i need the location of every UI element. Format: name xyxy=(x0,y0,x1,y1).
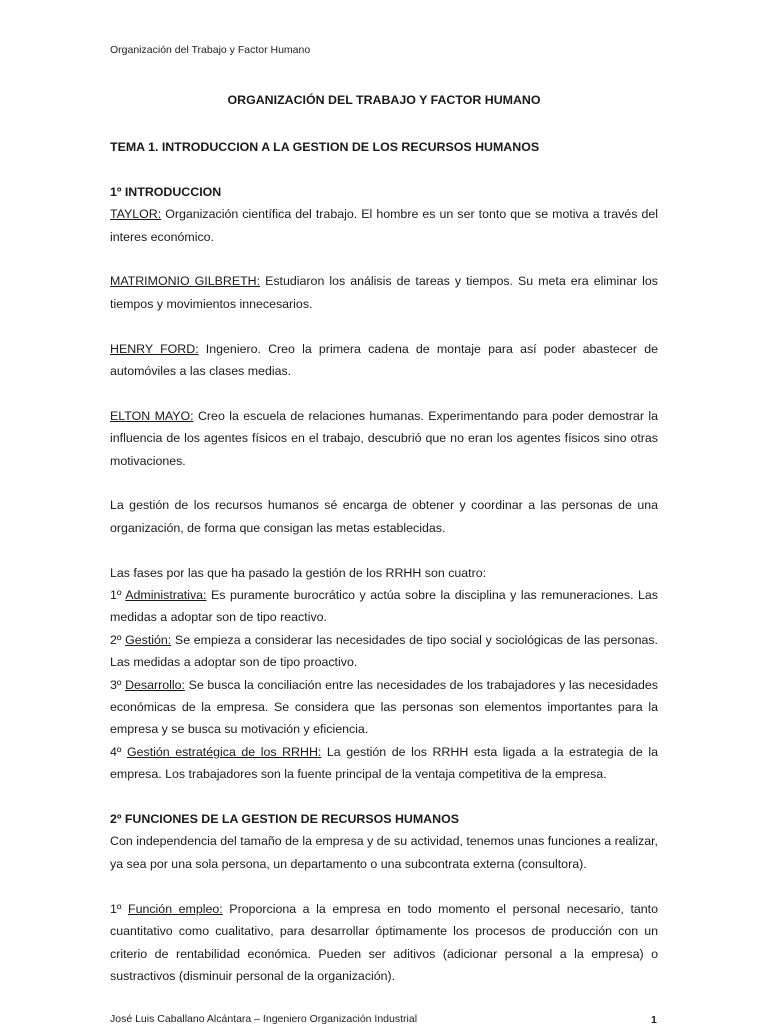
document-title: ORGANIZACIÓN DEL TRABAJO Y FACTOR HUMANO xyxy=(227,93,541,107)
term-gilbreth: MATRIMONIO GILBRETH: xyxy=(110,274,261,289)
paragraph-definition: La gestión de los recursos humanos sé encarga de obtener y coordinar a las personas de una organización, de forma que consigan las metas establecidas. xyxy=(110,498,658,535)
paragraph-ford xyxy=(110,338,658,383)
topic-heading: TEMA 1. INTRODUCCION A LA GESTION DE LOS RECURSOS HUMANOS xyxy=(110,140,540,154)
function-number: 1º xyxy=(110,901,128,916)
term-taylor: TAYLOR: xyxy=(110,207,162,222)
function-term: Función empleo: xyxy=(128,901,223,916)
phase-number: 2º xyxy=(110,632,126,647)
section2-intro: Con independencia del tamaño de la empresa y de su actividad, tenemos unas funciones a realizar, ya sea por una sola persona, un departamento o una subcontrata externa (consultora). xyxy=(110,834,658,871)
phase-term: Administrativa: xyxy=(125,588,207,603)
phase-number: 1º xyxy=(110,588,126,603)
running-header: Organización del Trabajo y Factor Humano xyxy=(110,44,311,56)
text-ford: Ingeniero. Creo la primera cadena de montaje para así poder abastecer de automóviles a las clases medias. xyxy=(110,341,658,379)
term-mayo: ELTON MAYO: xyxy=(110,408,194,423)
text-gilbreth: Estudiaron los análisis de tareas y tiempos. Su meta era eliminar los tiempos y movimientos innecesarios. xyxy=(110,274,658,311)
phase-number: 4º xyxy=(110,744,127,759)
section1-heading: 1º INTRODUCCION xyxy=(110,184,222,199)
phase-item xyxy=(110,629,658,674)
phase-term: Gestión: xyxy=(125,632,172,647)
phase-item xyxy=(110,674,658,741)
paragraph-taylor xyxy=(110,203,658,248)
text-taylor: Organización científica del trabajo. El hombre es un ser tonto que se motiva a través del interes económico. xyxy=(110,207,658,244)
phase-term: Gestión estratégica de los RRHH: xyxy=(126,744,322,759)
phase-text: Se busca la conciliación entre las necesidades de los trabajadores y las necesidades económicas de la empresa. Se considera que las personas son elementos importantes para la empresa y se busca su motivación y eficiencia. xyxy=(110,677,658,737)
phase-item xyxy=(110,741,658,786)
page-number: 1 xyxy=(651,1014,657,1026)
phases-intro: Las fases por las que ha pasado la gestión de los RRHH son cuatro: xyxy=(110,565,487,580)
paragraph-function-empleo xyxy=(110,898,658,988)
phase-number: 3º xyxy=(110,677,126,692)
phase-text: La gestión de los RRHH esta ligada a la estrategia de la empresa. Los trabajadores son la fuente principal de la ventaja competitiva de la empresa. xyxy=(110,744,658,782)
paragraph-mayo xyxy=(110,405,658,472)
phase-text: Es puramente burocrático y actúa sobre la disciplina y las remuneraciones. Las medidas a adoptar son de tipo reactivo. xyxy=(110,588,658,625)
paragraph-gilbreth xyxy=(110,270,658,315)
section2-heading: 2º FUNCIONES DE LA GESTION DE RECURSOS HUMANOS xyxy=(110,812,459,827)
phase-term: Desarrollo: xyxy=(125,677,185,692)
footer-author: José Luis Caballano Alcántara – Ingeniero Organización Industrial xyxy=(110,1013,418,1025)
phase-text: Se empieza a considerar las necesidades de tipo social y sociológicas de las personas. Las medidas a adoptar son de tipo proactivo. xyxy=(110,632,658,670)
phase-item xyxy=(110,584,658,629)
document-body xyxy=(110,136,658,987)
text-mayo: Creo la escuela de relaciones humanas. Experimentando para poder demostrar la influencia de los agentes físicos en el trabajo, descubrió que no eran los agentes físicos sino otras motivaciones. xyxy=(110,408,658,468)
term-ford: HENRY FORD: xyxy=(110,341,199,356)
function-text: Proporciona a la empresa en todo momento el personal necesario, tanto cuantitativo como cualitativo, para desarrollar óptimamente los procesos de producción con un criterio de rentabilidad económica. Pueden ser aditivos (adicionar personal a la empresa) o sustractivos (disminuir personal de la organización). xyxy=(110,901,659,983)
